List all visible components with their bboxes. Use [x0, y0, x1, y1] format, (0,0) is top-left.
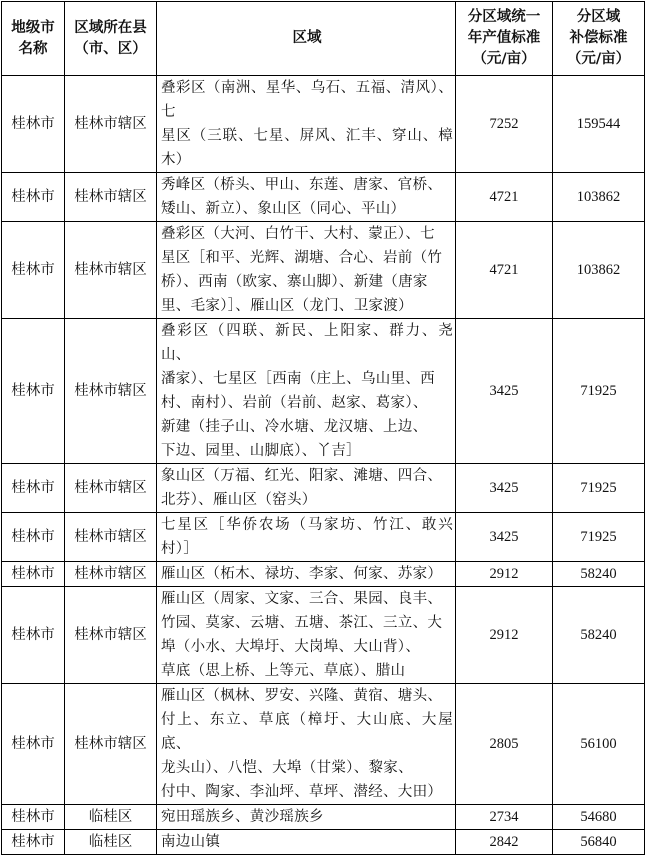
header-area	[157, 2, 456, 76]
cell-county: 桂林市辖区	[65, 684, 157, 805]
cell-production-standard: 3425	[456, 513, 553, 562]
cell-county: 桂林市辖区	[65, 222, 157, 319]
header-row	[2, 2, 645, 76]
header-compensation-line-2: 补偿标准	[569, 30, 628, 46]
area-line: 付上、东立、草底（樟圩、大山底、大屋底、	[161, 712, 453, 752]
area-line: 宛田瑶族乡、黄沙瑶族乡	[161, 809, 324, 825]
cell-compensation-standard: 56840	[553, 830, 645, 855]
header-city-line-1: 地级市	[11, 19, 55, 36]
cell-area	[157, 319, 456, 464]
area-line: 北芬）、雁山区（窑头）	[161, 492, 317, 508]
header-production-line-1: 分区域统一	[467, 9, 541, 25]
area-line: 新建（挂子山、冷水塘、龙汉塘、上边、	[161, 419, 428, 435]
cell-production-standard: 2734	[456, 805, 553, 830]
cell-area	[157, 173, 456, 222]
cell-area	[157, 562, 456, 587]
table-body	[2, 76, 645, 855]
header-production-line-2: 年产值标准	[467, 30, 541, 46]
area-line: 叠彩区（大河、白竹干、大村、蒙正）、七	[161, 226, 435, 242]
cell-compensation-standard: 71925	[553, 319, 645, 464]
cell-production-standard: 2805	[456, 684, 553, 805]
area-line: 雁山区（周家、文家、三合、果园、良丰、	[161, 591, 443, 607]
area-line: 七星区［华侨农场（马家坊、竹江、敢兴村）］	[161, 517, 453, 557]
cell-county: 桂林市辖区	[65, 587, 157, 684]
cell-county: 桂林市辖区	[65, 562, 157, 587]
header-city	[2, 2, 65, 76]
header-production-line-3: （元/亩）	[472, 51, 536, 67]
cell-production-standard: 2842	[456, 830, 553, 855]
cell-county: 临桂区	[65, 830, 157, 855]
cell-county: 桂林市辖区	[65, 319, 157, 464]
cell-production-standard: 2912	[456, 587, 553, 684]
cell-compensation-standard: 58240	[553, 587, 645, 684]
area-line: 雁山区（柘木、禄坊、李家、何家、苏家）	[161, 566, 443, 582]
cell-city: 桂林市	[2, 319, 65, 464]
cell-compensation-standard: 103862	[553, 173, 645, 222]
cell-area	[157, 805, 456, 830]
table-row	[2, 805, 645, 830]
cell-compensation-standard: 71925	[553, 513, 645, 562]
cell-city: 桂林市	[2, 173, 65, 222]
cell-production-standard: 4721	[456, 222, 553, 319]
cell-area	[157, 684, 456, 805]
table-row	[2, 513, 645, 562]
cell-city: 桂林市	[2, 805, 65, 830]
table-row	[2, 222, 645, 319]
cell-area	[157, 830, 456, 855]
cell-production-standard: 2912	[456, 562, 553, 587]
header-county-line-1: 区域所在县	[74, 19, 147, 36]
header-city-line-2: 名称	[18, 40, 48, 57]
area-line: 龙头山）、八恺、大埠（甘棠）、黎家、	[161, 760, 413, 776]
cell-compensation-standard: 54680	[553, 805, 645, 830]
cell-compensation-standard: 103862	[553, 222, 645, 319]
table-row	[2, 684, 645, 805]
table-row	[2, 76, 645, 173]
cell-city: 桂林市	[2, 76, 65, 173]
cell-county: 桂林市辖区	[65, 513, 157, 562]
cell-compensation-standard: 159544	[553, 76, 645, 173]
area-line: 桥）、西南（欧家、寨山脚）、新建（唐家	[161, 274, 428, 290]
cell-production-standard: 4721	[456, 173, 553, 222]
header-county-line-2: （市、区）	[74, 40, 147, 57]
cell-county: 临桂区	[65, 805, 157, 830]
area-line: 象山区（万福、红光、阳家、滩塘、四合、	[161, 468, 443, 484]
area-line: 秀峰区（桥头、甲山、东莲、唐家、官桥、	[161, 177, 443, 193]
cell-compensation-standard: 56100	[553, 684, 645, 805]
cell-area	[157, 587, 456, 684]
table-row	[2, 464, 645, 513]
table-row	[2, 319, 645, 464]
cell-area	[157, 464, 456, 513]
table-row	[2, 562, 645, 587]
area-line: 潘家）、七星区［西南（庄上、乌山里、西	[161, 371, 435, 387]
cell-compensation-standard: 58240	[553, 562, 645, 587]
cell-area	[157, 513, 456, 562]
header-county	[65, 2, 157, 76]
table-row	[2, 830, 645, 855]
cell-city: 桂林市	[2, 587, 65, 684]
table-row	[2, 587, 645, 684]
cell-county: 桂林市辖区	[65, 76, 157, 173]
header-compensation-line-3: （元/亩）	[566, 51, 631, 67]
area-line: 竹园、莫家、云塘、五塘、茶江、三立、大	[161, 615, 443, 631]
cell-area	[157, 76, 456, 173]
cell-compensation-standard: 71925	[553, 464, 645, 513]
cell-city: 桂林市	[2, 222, 65, 319]
area-line: 草底（思上桥、上等元、草底）、腊山	[161, 663, 406, 679]
cell-area	[157, 222, 456, 319]
cell-city: 桂林市	[2, 830, 65, 855]
table-row	[2, 173, 645, 222]
header-compensation-line-1: 分区域	[576, 9, 621, 25]
area-line: 雁山区（枫林、罗安、兴隆、黄宿、塘头、	[161, 688, 443, 704]
cell-city: 桂林市	[2, 562, 65, 587]
area-line: 下边、园里、山脚底）、丫吉］	[161, 443, 361, 459]
area-line: 里、毛家）］、雁山区（龙门、卫家渡）	[161, 298, 413, 314]
table-header	[2, 2, 645, 76]
header-compensation	[553, 2, 645, 76]
cell-production-standard: 7252	[456, 76, 553, 173]
area-line: 埠（小水、大埠圩、大岗埠、大山背）、	[161, 639, 421, 655]
land-compensation-table	[1, 1, 645, 855]
header-production	[456, 2, 553, 76]
area-line: 矮山、新立）、象山区（同心、平山）	[161, 201, 406, 217]
area-line: 南边山镇	[161, 834, 221, 850]
area-line: 付中、陶家、李汕坪、草坪、潜经、大田）	[161, 784, 443, 800]
cell-county: 桂林市辖区	[65, 464, 157, 513]
area-line: 星区（三联、七星、屏风、汇丰、穿山、樟木）	[161, 128, 453, 168]
cell-city: 桂林市	[2, 513, 65, 562]
cell-county: 桂林市辖区	[65, 173, 157, 222]
area-line: 叠彩区（四联、新民、上阳家、群力、尧山、	[161, 323, 453, 363]
cell-city: 桂林市	[2, 684, 65, 805]
area-line: 星区［和平、光辉、湖塘、合心、岩前（竹	[161, 250, 443, 266]
area-line: 村、南村）、岩前（岩前、赵家、葛家）、	[161, 395, 428, 411]
cell-production-standard: 3425	[456, 319, 553, 464]
area-line: 叠彩区（南洲、星华、乌石、五福、清风）、七	[161, 80, 453, 120]
cell-production-standard: 3425	[456, 464, 553, 513]
cell-city: 桂林市	[2, 464, 65, 513]
header-area-label: 区域	[292, 30, 322, 46]
